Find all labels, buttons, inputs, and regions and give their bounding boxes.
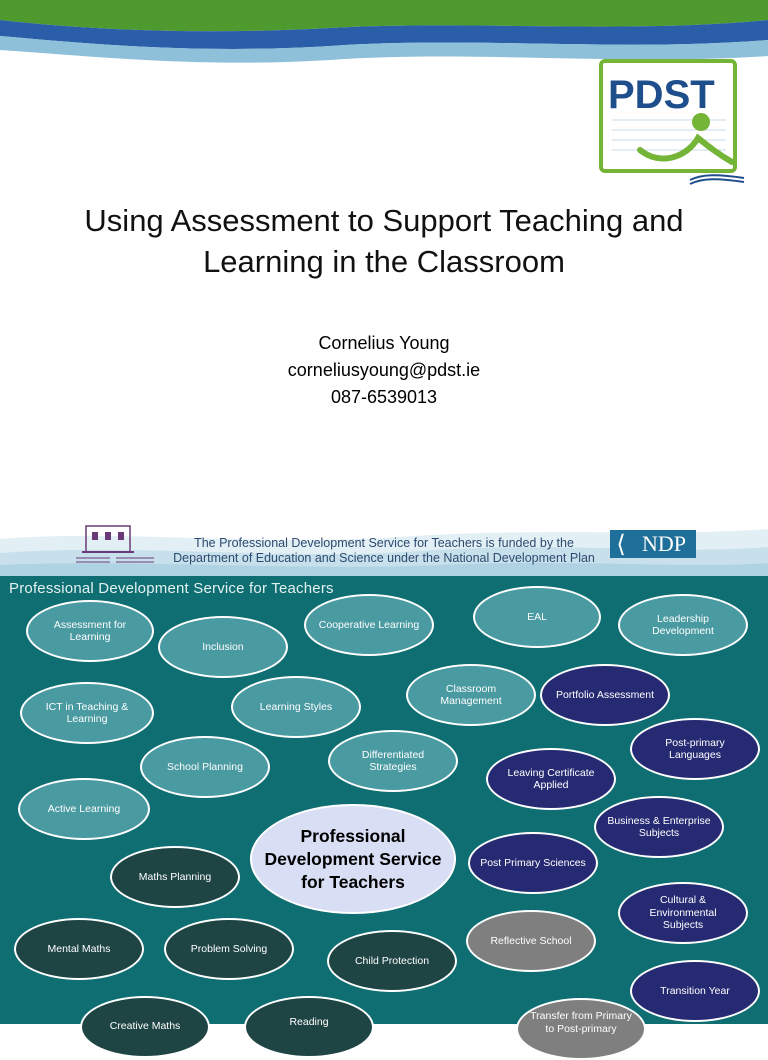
bubble-active-learning: Active Learning — [18, 778, 150, 840]
bubble-reflective-school: Reflective School — [466, 910, 596, 972]
pdst-logo-text: PDST — [608, 73, 715, 117]
bubble-business-enterprise: Business & Enterprise Subjects — [594, 796, 724, 858]
services-slide — [0, 576, 768, 1035]
bubble-differentiated-strategies: Differentiated Strategies — [328, 730, 458, 792]
bubble-mental-maths: Mental Maths — [14, 918, 144, 980]
contact-phone: 087-6539013 — [330, 387, 438, 407]
bubble-cooperative-learning: Cooperative Learning — [304, 594, 434, 656]
ndp-logo — [610, 530, 696, 558]
bubble-leaving-certificate-applied: Leaving Certificate Applied — [486, 748, 616, 810]
services-slide-title: Professional Development Service for Teachers — [9, 580, 334, 597]
bubble-assessment-for-learning: Assessment for Learning — [26, 600, 154, 662]
slide-title: Using Assessment to Support Teaching and Learning in the Classroom — [84, 203, 684, 279]
bubble-portfolio-assessment: Portfolio Assessment — [540, 664, 670, 726]
contact-name: Cornelius Young — [318, 333, 450, 353]
bubble-cultural-environmental: Cultural & Environmental Subjects — [618, 882, 748, 944]
funding-footer: The Professional Development Service for Teachers is funded by the Department of Education and Science under the National Development Plan — [173, 536, 595, 565]
bubble-post-primary-languages: Post-primary Languages — [630, 718, 760, 780]
ndp-mark-icon: ⟨ — [616, 531, 626, 558]
bubble-learning-styles: Learning Styles — [231, 676, 361, 738]
contact-email: corneliusyoung@pdst.ie — [287, 360, 481, 380]
bubble-eal: EAL — [473, 586, 601, 648]
bubble-transfer-primary-post-primary: Transfer from Primary to Post-primary — [516, 998, 646, 1060]
ndp-logo-text: NDP — [641, 531, 686, 556]
contact-block — [184, 330, 584, 411]
bubble-creative-maths: Creative Maths — [80, 996, 210, 1058]
government-crest-icon — [72, 522, 158, 568]
center-bubble-pdst: Professional Development Service for Teachers — [250, 804, 456, 914]
pdst-logo — [598, 58, 744, 186]
bubble-transition-year: Transition Year — [630, 960, 760, 1022]
bubble-maths-planning: Maths Planning — [110, 846, 240, 908]
bubble-ict: ICT in Teaching & Learning — [20, 682, 154, 744]
bubble-inclusion: Inclusion — [158, 616, 288, 678]
bubble-reading: Reading — [244, 996, 374, 1058]
bubble-classroom-management: Classroom Management — [406, 664, 536, 726]
bubble-post-primary-sciences: Post Primary Sciences — [468, 832, 598, 894]
bubble-problem-solving: Problem Solving — [164, 918, 294, 980]
bubble-leadership-development: Leadership Development — [618, 594, 748, 656]
bubble-school-planning: School Planning — [140, 736, 270, 798]
bubble-child-protection: Child Protection — [327, 930, 457, 992]
